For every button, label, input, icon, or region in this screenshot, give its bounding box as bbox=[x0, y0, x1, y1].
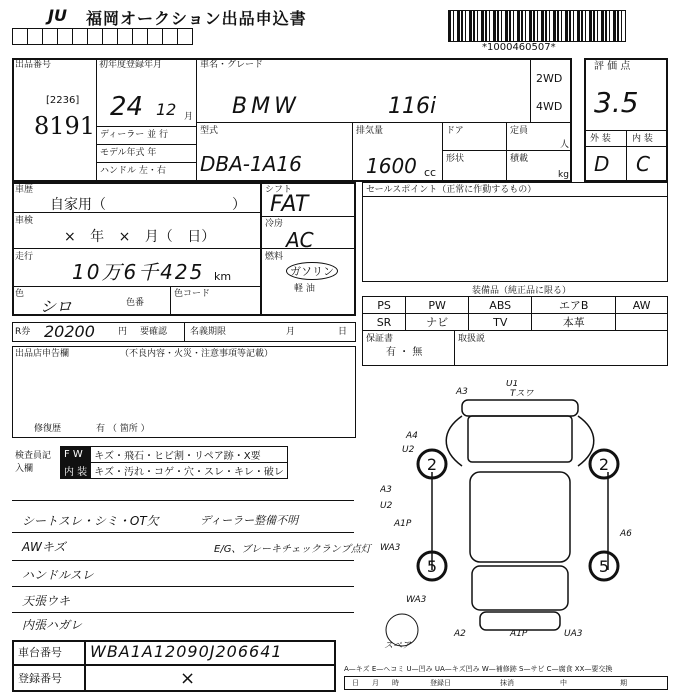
evaluation-label: 評 価 点 bbox=[594, 61, 631, 72]
displacement-label: 排気量 bbox=[356, 126, 384, 136]
lot-number: 8191 bbox=[34, 112, 96, 140]
legend-text: A—キズ E—ヘコミ U—凹み UA—キズ凹み W—補修跡 S—サビ C—腐食 XX—要交換 bbox=[344, 665, 613, 673]
load-unit: kg bbox=[558, 170, 569, 180]
sales-point-box bbox=[362, 182, 668, 282]
model-label: 型式 bbox=[200, 126, 219, 136]
color-value: シロ bbox=[40, 297, 73, 316]
first-reg-month: 12 bbox=[156, 100, 177, 119]
tire-fr-value: 2 bbox=[598, 455, 610, 474]
grid-cell bbox=[148, 29, 163, 45]
mark-left-3: A3 bbox=[380, 485, 392, 495]
barcode bbox=[448, 10, 626, 42]
mark-bottom-1: A2 bbox=[454, 629, 466, 639]
expiry-month: 月 bbox=[286, 327, 296, 337]
interior-label: 内 装 bbox=[632, 134, 653, 144]
grid-cell bbox=[73, 29, 88, 45]
inspector-label: 検査員記入欄 bbox=[15, 451, 52, 474]
frame-value: WBA1A12090J206641 bbox=[90, 642, 283, 661]
fuel-label: 燃料 bbox=[265, 252, 284, 262]
barcode-number: *1000460507* bbox=[482, 42, 556, 53]
conditions-table bbox=[60, 446, 288, 479]
note-2: AWキズ bbox=[22, 540, 66, 554]
mark-left-2: U2 bbox=[402, 445, 415, 455]
mark-left-6: WA3 bbox=[380, 543, 401, 553]
mark-bottom-3: UA3 bbox=[564, 629, 583, 639]
ac-value: AC bbox=[286, 228, 314, 252]
equip-aw: AW bbox=[616, 297, 668, 314]
month-unit: 月 bbox=[184, 112, 194, 122]
equip-sr: SR bbox=[363, 314, 406, 331]
mark-left-7: WA3 bbox=[406, 595, 427, 605]
mileage-unit: km bbox=[214, 270, 232, 283]
drive-4wd: 4WD bbox=[536, 100, 563, 113]
first-reg-label: 初年度登録年月 bbox=[99, 60, 163, 70]
repair-value: 有 （ 箇所 ） bbox=[96, 424, 150, 434]
inspection-value: × 年 × 月（ 日） bbox=[64, 229, 216, 245]
mark-top-1: A3 bbox=[456, 387, 468, 397]
fuel-sub: 軽 油 bbox=[294, 284, 315, 294]
tire-rr-value: 5 bbox=[598, 557, 610, 576]
registration-value: × bbox=[180, 668, 196, 689]
recycle-label: R券 bbox=[15, 327, 31, 337]
legend-footer-5: 抹消 bbox=[500, 679, 514, 687]
repair-label: 修復歴 bbox=[34, 424, 62, 434]
grid-cell bbox=[43, 29, 58, 45]
fw-text: キズ・飛石・ヒビ割・リペア跡・X要 bbox=[91, 447, 288, 463]
capacity-label: 定員 bbox=[510, 126, 529, 136]
mileage-value: 10万6千425 bbox=[72, 260, 205, 284]
dealer-row: ディーラー 並 行 bbox=[100, 130, 169, 140]
ac-label: 冷房 bbox=[265, 219, 284, 229]
equipment-table bbox=[362, 296, 668, 331]
mark-right-1: A6 bbox=[620, 529, 632, 539]
usage-label: 車歴 bbox=[15, 185, 34, 195]
equip-navi: ナビ bbox=[406, 314, 469, 331]
color-label: 色 bbox=[15, 289, 25, 299]
equip-airbag: エアB bbox=[532, 297, 616, 314]
expiry-day: 日 bbox=[338, 327, 348, 337]
mileage-label: 走行 bbox=[15, 252, 34, 262]
model-year-row: モデル年式 年 bbox=[100, 148, 157, 158]
evaluation-score: 3.5 bbox=[594, 86, 639, 119]
registration-label: 登録番号 bbox=[18, 672, 62, 685]
car-name-value: BMW bbox=[232, 94, 300, 119]
remarks-note: （不良内容・火災・注意事項等記載） bbox=[120, 349, 274, 359]
equip-pw: PW bbox=[406, 297, 469, 314]
door-label: ドア bbox=[446, 126, 464, 136]
grid-cell bbox=[88, 29, 103, 45]
grid-cell bbox=[28, 29, 43, 45]
recycle-value: 20200 bbox=[44, 322, 95, 341]
equip-abs: ABS bbox=[469, 297, 532, 314]
note-right-2: E/G、ブレーキチェックランプ点灯 bbox=[214, 544, 371, 555]
shape-label: 形状 bbox=[446, 154, 465, 164]
capacity-unit: 人 bbox=[560, 140, 570, 150]
note-3: ハンドルスレ bbox=[22, 568, 94, 582]
recycle-status: 要確認 bbox=[140, 327, 168, 337]
mark-left-5: A1P bbox=[394, 519, 412, 529]
form-title: 福岡オークション出品申込書 bbox=[86, 9, 307, 28]
exterior-label: 外 装 bbox=[590, 134, 611, 144]
car-name-label: 車名・グレード bbox=[200, 60, 264, 70]
lot-no-label: 出品番号 bbox=[15, 60, 52, 70]
remarks-box bbox=[12, 346, 356, 438]
grid-cell bbox=[178, 29, 193, 45]
legend-footer-2: 月 bbox=[372, 679, 379, 687]
legend-footer-3: 時 bbox=[392, 679, 399, 687]
top-left-grid bbox=[12, 28, 193, 45]
header-logo: JU bbox=[48, 6, 67, 25]
displacement-unit: cc bbox=[424, 166, 437, 179]
note-4: 天張ウキ bbox=[22, 594, 71, 608]
warranty-label: 保証書 bbox=[366, 334, 394, 344]
interior-cond-label: 内 装 bbox=[61, 463, 91, 479]
first-reg-year: 24 bbox=[110, 92, 144, 122]
name-expiry-label: 名義期限 bbox=[190, 327, 227, 337]
mark-left-1: A4 bbox=[406, 431, 418, 441]
manual-label: 取扱説 bbox=[458, 334, 486, 344]
color-no-label: 色番 bbox=[126, 298, 145, 308]
tire-rl-value: 5 bbox=[426, 557, 438, 576]
handle-row: ハンドル 左・右 bbox=[100, 166, 166, 176]
legend-footer-6: 中 bbox=[560, 679, 567, 687]
mark-bottom-2: A1P bbox=[510, 629, 528, 639]
grade-value: 116i bbox=[388, 94, 437, 119]
drive-2wd: 2WD bbox=[536, 72, 563, 85]
grid-cell bbox=[133, 29, 148, 45]
warranty-yes-no: 有 ・ 無 bbox=[386, 347, 423, 358]
sales-point-label: セールスポイント（正常に作動するもの） bbox=[366, 185, 537, 195]
color-code-label: 色コード bbox=[174, 289, 211, 299]
fuel-value: ガソリン bbox=[286, 262, 338, 280]
load-label: 積載 bbox=[510, 154, 529, 164]
note-5: 内張ハガレ bbox=[22, 618, 83, 632]
equipment-title: 装備品（純正品に限る） bbox=[472, 286, 572, 296]
mark-top-3: Tスワ bbox=[510, 389, 534, 399]
equip-ps: PS bbox=[363, 297, 406, 314]
interior-grade: C bbox=[636, 152, 650, 176]
spare-label: スペア bbox=[384, 641, 412, 650]
legend-footer-7: 期 bbox=[620, 679, 627, 687]
recycle-unit: 円 bbox=[118, 327, 128, 337]
mark-left-4: U2 bbox=[380, 501, 393, 511]
shift-value: FAT bbox=[270, 192, 309, 217]
shift-label: シフト bbox=[265, 185, 293, 195]
fw-label: F W bbox=[61, 447, 91, 463]
usage-close: ） bbox=[232, 197, 246, 213]
exterior-grade: D bbox=[594, 152, 610, 176]
note-1: シートスレ・シミ・OT欠 bbox=[22, 514, 159, 528]
equip-leather: 本革 bbox=[532, 314, 616, 331]
remarks-label: 出品店申告欄 bbox=[15, 349, 70, 359]
usage-value: 自家用（ bbox=[50, 197, 106, 213]
inspection-label: 車検 bbox=[15, 216, 34, 226]
model-value: DBA-1A16 bbox=[200, 152, 302, 176]
mark-top-2: U1 bbox=[506, 380, 519, 389]
equip-empty bbox=[616, 314, 668, 331]
legend-footer-4: 登録日 bbox=[430, 679, 451, 687]
grid-cell bbox=[103, 29, 118, 45]
displacement-value: 1600 bbox=[366, 154, 417, 178]
frame-label: 車台番号 bbox=[18, 646, 62, 659]
legend-footer-1: 日 bbox=[352, 679, 359, 687]
equip-tv: TV bbox=[469, 314, 532, 331]
small-number: [2236] bbox=[46, 95, 80, 106]
interior-text: キズ・汚れ・コゲ・穴・スレ・キレ・破レ bbox=[91, 463, 288, 479]
grid-cell bbox=[163, 29, 178, 45]
grid-cell bbox=[58, 29, 73, 45]
car-damage-diagram bbox=[380, 380, 660, 650]
note-right-1: ディーラー整備不明 bbox=[200, 514, 299, 527]
grid-cell bbox=[118, 29, 133, 45]
grid-cell bbox=[13, 29, 28, 45]
tire-fl-value: 2 bbox=[426, 455, 438, 474]
